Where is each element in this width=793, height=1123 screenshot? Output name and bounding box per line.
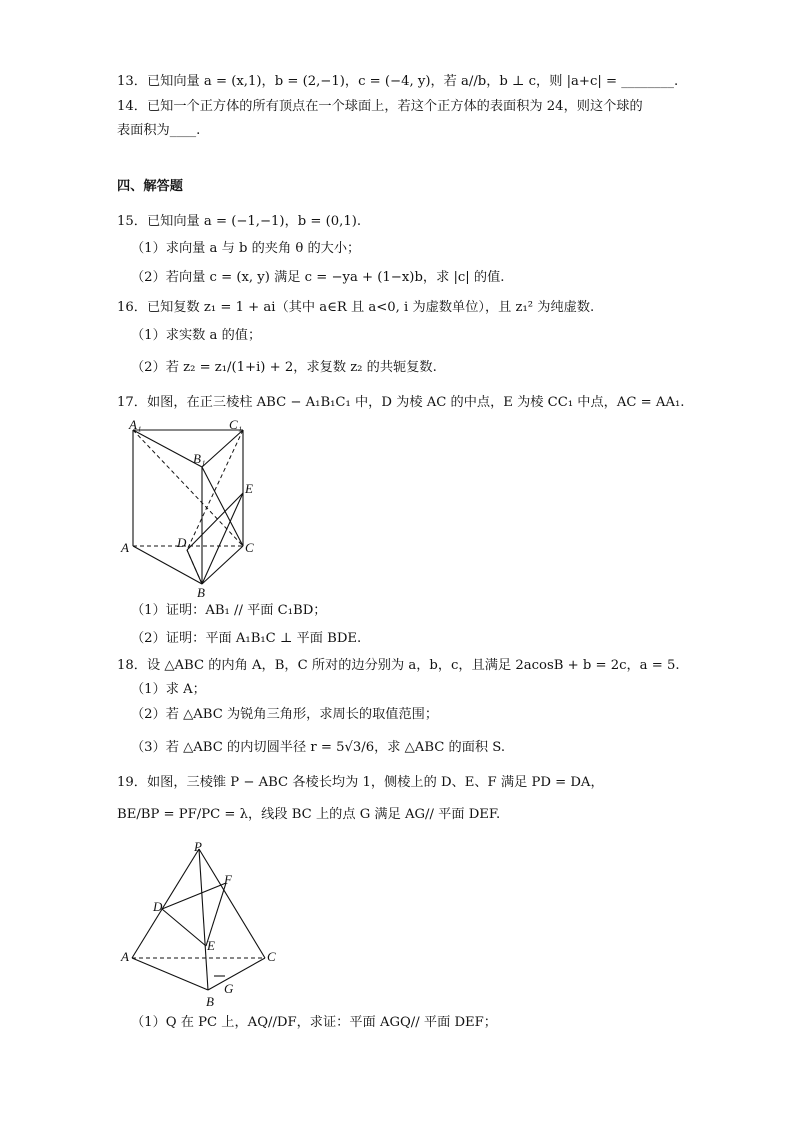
question-18-part3: （3）若 △ABC 的内切圆半径 r = 5√3/6，求 △ABC 的面积 S.	[131, 740, 506, 755]
label-e: E	[245, 481, 253, 496]
tetrahedron-figure	[115, 838, 285, 1010]
question-19-cont: BE/BP = PF/PC = λ，线段 BC 上的点 G 满足 AG// 平面 DEF.	[117, 807, 501, 822]
question-16-part2: （2）若 z₂ = z₁/(1+i) + 2，求复数 z₂ 的共轭复数.	[131, 360, 437, 375]
label-b: B	[197, 585, 205, 600]
label-d: D	[177, 535, 187, 550]
label-a: A	[121, 949, 129, 964]
label-c: C	[245, 540, 254, 555]
question-14: 14．已知一个正方体的所有顶点在一个球面上，若这个正方体的表面积为 24，则这个球的	[117, 99, 643, 114]
question-18-part1: （1）求 A；	[131, 682, 206, 697]
label-c: C	[267, 949, 276, 964]
question-16-part1: （1）求实数 a 的值；	[131, 328, 262, 343]
question-19: 19．如图，三棱锥 P − ABC 各棱长均为 1，侧棱上的 D、E、F 满足 PD = DA，	[117, 775, 604, 790]
question-18: 18．设 △ABC 的内角 A，B，C 所对的边分别为 a，b，c，且满足 2acosB + b = 2c，a = 5.	[117, 658, 680, 673]
question-16: 16．已知复数 z₁ = 1 + ai（其中 a∈R 且 a<0, i 为虚数单位），且 z₁² 为纯虚数.	[117, 300, 595, 315]
label-c1: C₁	[229, 418, 243, 432]
question-13: 13．已知向量 a = (x,1)，b = (2,−1)，c = (−4, y)，若 a//b，b ⊥ c，则 |a+c| = ________.	[117, 74, 679, 89]
label-b1: B₁	[193, 451, 206, 466]
question-17-part2: （2）证明：平面 A₁B₁C ⊥ 平面 BDE.	[131, 631, 362, 646]
question-15-part1: （1）求向量 a 与 b 的夹角 θ 的大小；	[131, 241, 361, 256]
question-15-part2: （2）若向量 c = (x, y) 满足 c = −ya + (1−x)b，求 |c| 的值.	[131, 270, 505, 285]
label-g: G	[224, 981, 234, 996]
label-p: P	[194, 839, 202, 854]
section-heading: 四、解答题	[117, 179, 183, 194]
question-14-cont: 表面积为____.	[117, 123, 201, 138]
question-18-part2: （2）若 △ABC 为锐角三角形，求周长的取值范围；	[131, 707, 439, 722]
label-a: A	[121, 540, 129, 555]
label-e: E	[207, 938, 215, 953]
label-f: F	[224, 872, 232, 887]
label-b: B	[206, 994, 214, 1009]
question-19-part1: （1）Q 在 PC 上，AQ//DF，求证：平面 AGQ// 平面 DEF；	[131, 1015, 497, 1030]
label-d: D	[153, 899, 163, 914]
label-a1: A₁	[129, 418, 142, 432]
question-15: 15．已知向量 a = (−1,−1)，b = (0,1).	[117, 214, 362, 229]
prism-figure	[115, 418, 275, 603]
question-17: 17．如图，在正三棱柱 ABC − A₁B₁C₁ 中，D 为棱 AC 的中点，E 为棱 CC₁ 中点，AC = AA₁.	[117, 395, 685, 410]
question-17-part1: （1）证明：AB₁ // 平面 C₁BD；	[131, 603, 327, 618]
